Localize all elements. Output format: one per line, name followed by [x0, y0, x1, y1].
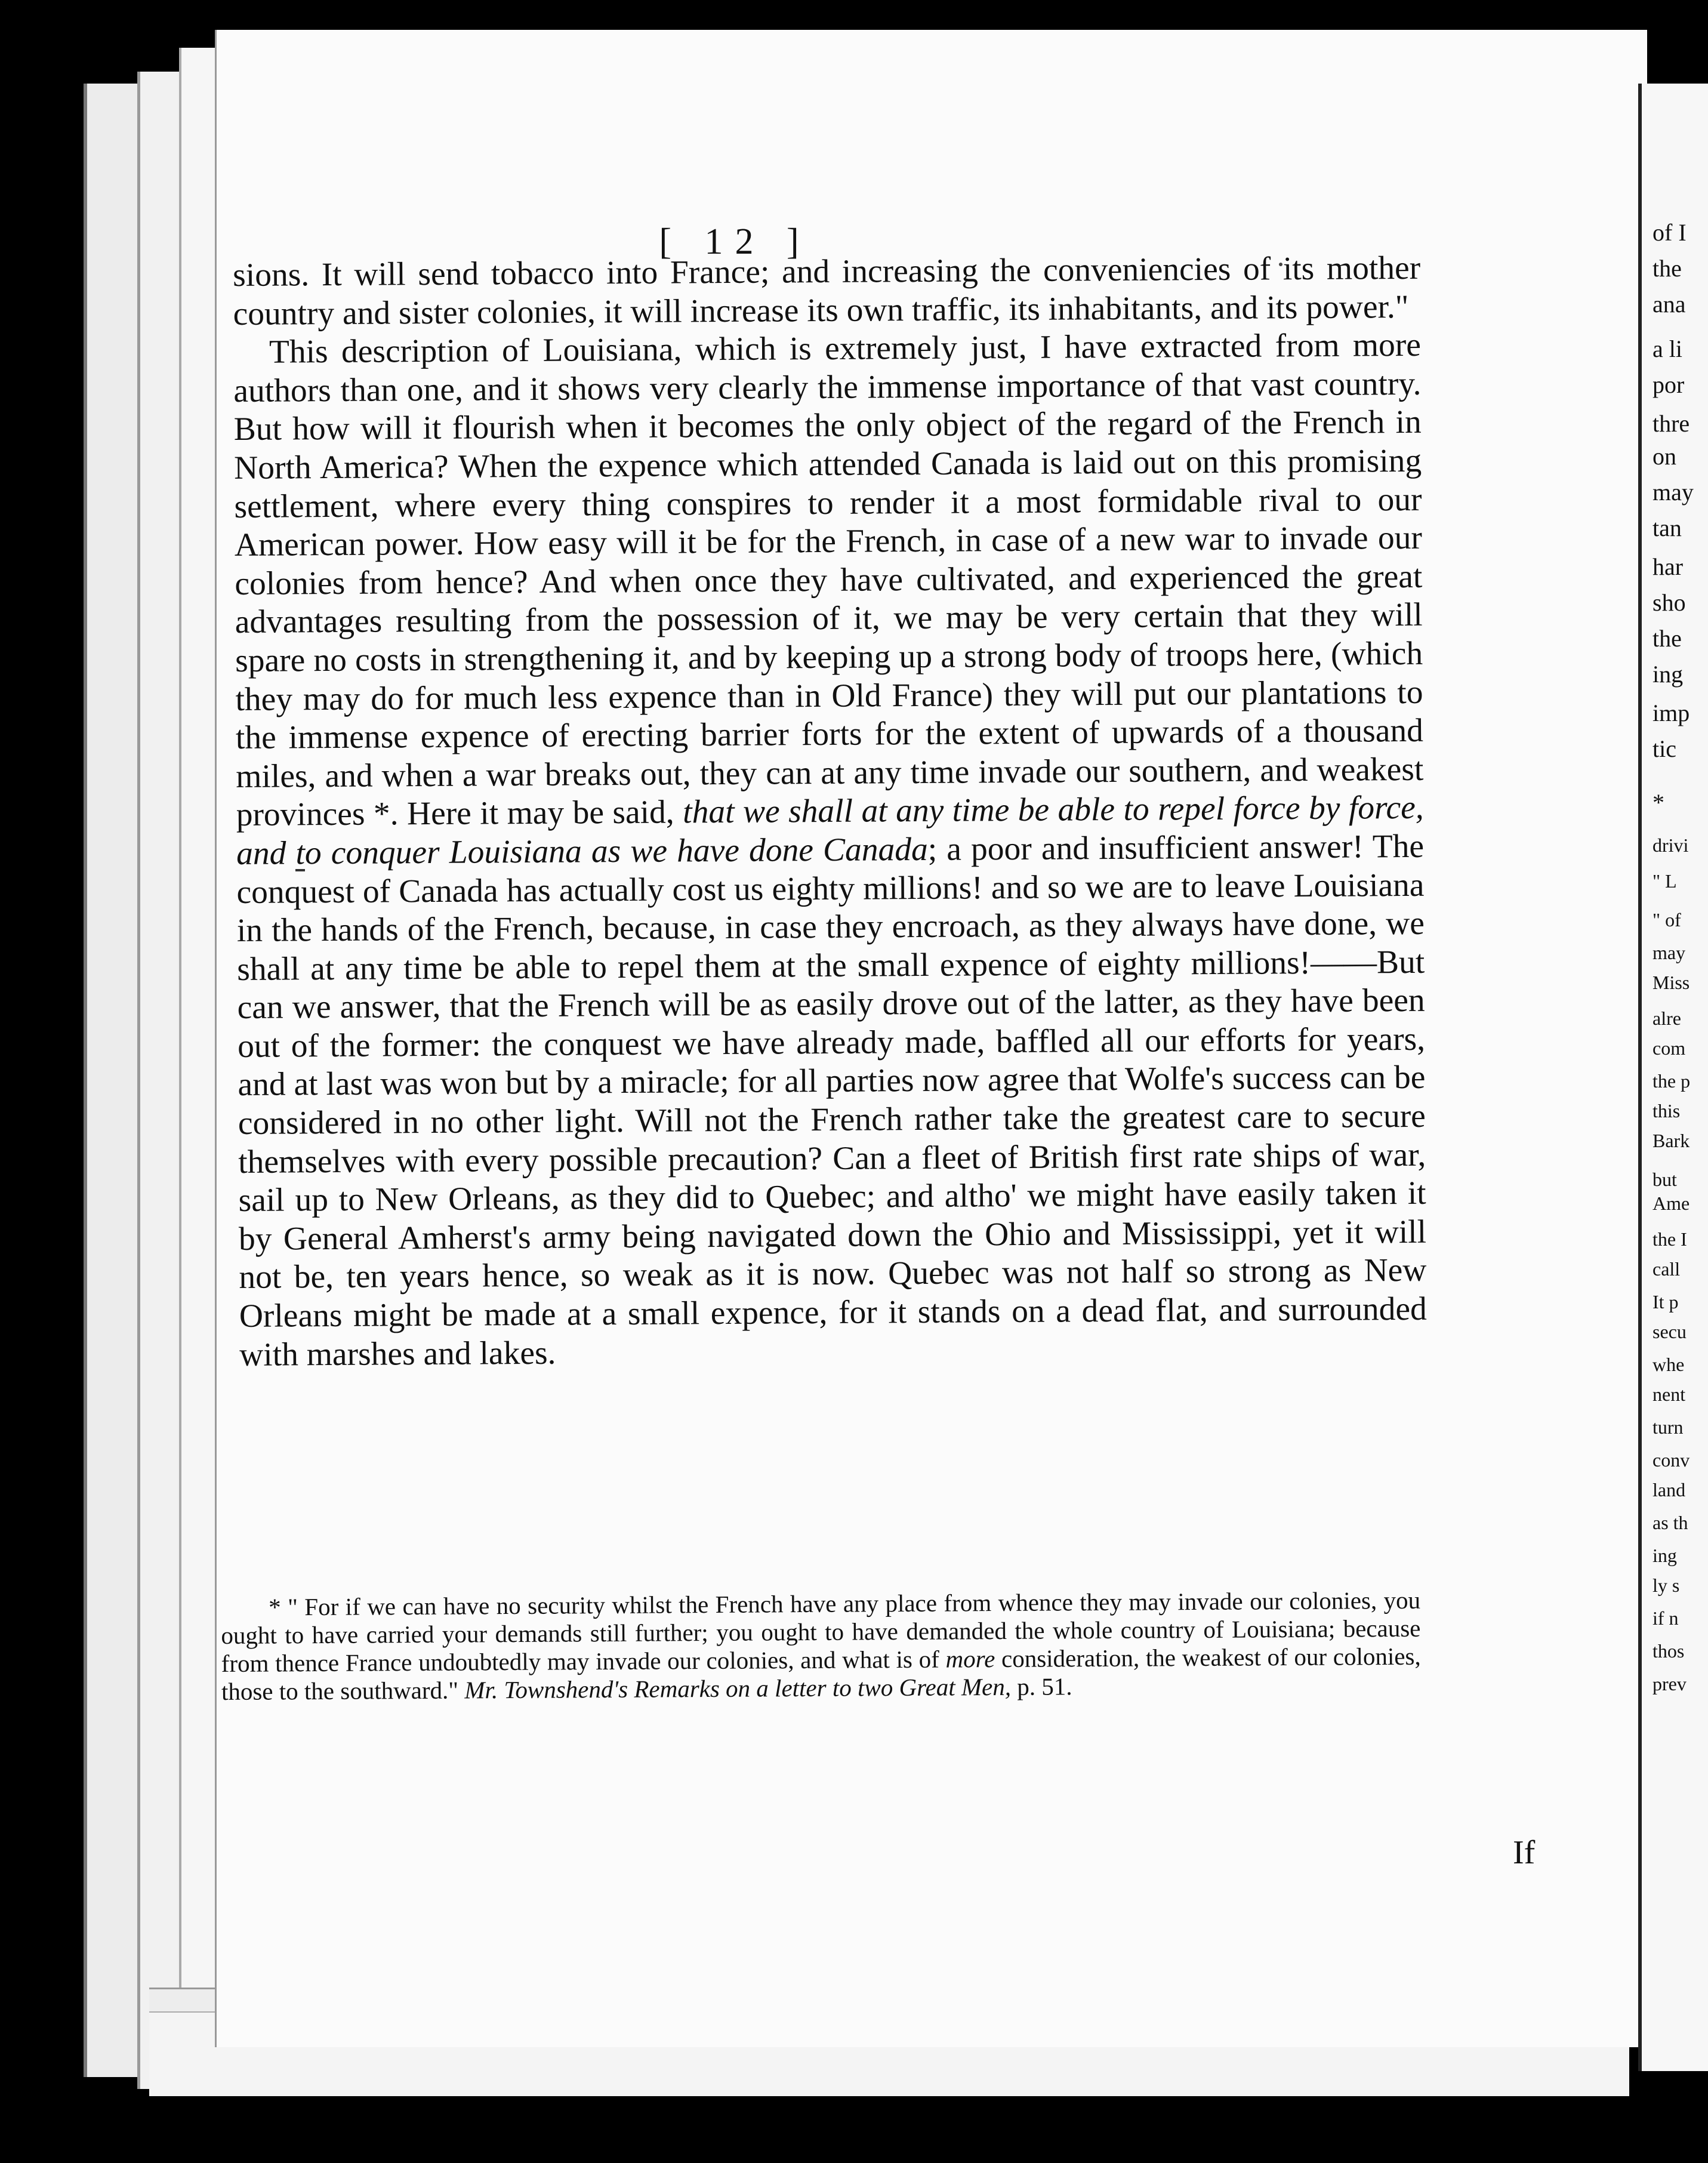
- paragraph-text: This description of Louisiana, which is extremely just, I have extracted from more authors than one, and it shows very clearly the immense importance of that vast country. But how will it flourish when it becomes the only object of the regard of the French in North America? When the expence which attended Canada is laid out on this promising settlement, where every thing conspires to render it a most formidable rival to our American power. How easy will it be for the French, in case of a new war to invade our colonies from hence? And when once they have cultivated, and experienced the great advantages resulting from the possession of it, we may be very certain that they will spare no costs in strengthening it, and by keeping up a strong body of troops here, (which they may do for much less expence than in Old France) they will put our plantations to the immense expence of erecting barrier forts for the extent of upwards of a thousand miles, and when a war breaks out, they can at any time invade our southern, and weakest provinces *. Here it may be said,: [233, 327, 1424, 834]
- next-page-fragment: *: [1652, 789, 1664, 816]
- next-page-fragment: this: [1652, 1100, 1681, 1121]
- next-page-fragment: " L: [1652, 870, 1677, 892]
- next-page-fragment: as th: [1652, 1512, 1688, 1533]
- paragraph-louisiana: [233, 326, 1428, 1375]
- next-page-fragment: but: [1652, 1169, 1677, 1190]
- next-page-fragment: It p: [1652, 1291, 1679, 1312]
- next-page-fragment: thre: [1652, 410, 1690, 437]
- italic-quotation: that we shall at any time be able to repel force by force, and to conquer Louisiana as we have done Canada: [236, 790, 1424, 872]
- next-page-fragment: prev: [1652, 1673, 1687, 1694]
- next-page-fragment: a li: [1652, 335, 1682, 362]
- next-page-fragment: ing: [1652, 1545, 1677, 1566]
- next-page-fragment: ly s: [1652, 1575, 1680, 1596]
- next-page-fragment: the I: [1652, 1228, 1687, 1250]
- next-page-fragment: whe: [1652, 1354, 1685, 1375]
- paragraph-continuation: sions. It will send tobacco into France; and increasing the conveniencies of its mother country and sister colonies, it will increase its own traffic, its inhabitants, and its power.": [233, 249, 1421, 332]
- next-page-fragment: Bark: [1652, 1130, 1690, 1151]
- next-page-fragment: the p: [1652, 1070, 1691, 1092]
- body-text: [233, 249, 1427, 1375]
- next-page-fragment: land: [1652, 1479, 1686, 1500]
- next-page-fragment: alre: [1652, 1007, 1681, 1029]
- next-page-fragment: tic: [1652, 735, 1676, 762]
- next-page-fragment: ing: [1652, 661, 1684, 688]
- footnote-citation-page: p. 51.: [1010, 1672, 1072, 1700]
- next-page-fragment: tan: [1652, 514, 1682, 541]
- next-page-fragment: the: [1652, 625, 1682, 652]
- next-page-fragment: if n: [1652, 1607, 1679, 1629]
- next-page-fragment: Ame: [1652, 1193, 1690, 1214]
- footnote-text: * " For if we can have no security whilst the French have any place from whence they may invade our colonies, you ought to have carried your demands still further; you ought to have demanded the whole country of Louisiana; because from thence France undoubtedly may invade our colonies, and what is of: [221, 1586, 1421, 1677]
- next-page-fragment: imp: [1652, 700, 1690, 726]
- next-page-fragment: may: [1652, 942, 1686, 963]
- next-page-fragment: on: [1652, 443, 1676, 470]
- next-page-fragment: sho: [1652, 589, 1686, 616]
- next-page-fragment: the: [1652, 255, 1682, 282]
- next-page-edge: [1638, 84, 1708, 2071]
- footnote: [221, 1586, 1421, 1706]
- next-page-fragment: nent: [1652, 1384, 1686, 1405]
- next-page-fragment: com: [1652, 1037, 1686, 1059]
- next-page-fragment: por: [1652, 371, 1685, 398]
- next-page-fragment: drivi: [1652, 834, 1689, 856]
- next-page-fragment: thos: [1652, 1640, 1685, 1662]
- footnote-text-end: consideration, the weakest of our colonies, those to the southward.": [221, 1642, 1421, 1705]
- catchword: If: [1513, 1834, 1536, 1871]
- next-page-fragment: " of: [1652, 909, 1681, 930]
- next-page-fragment: turn: [1652, 1416, 1684, 1438]
- next-page-fragment: Miss: [1652, 972, 1690, 993]
- next-page-fragment: call: [1652, 1258, 1681, 1280]
- page-number: [ 12 ]: [659, 221, 811, 262]
- paragraph-text-continued: ; a poor and insufficient answer! The conquest of Canada has actually cost us eighty millions! and so we are to leave Louisiana in the hands of the French, because, in case they encroach, as they always have done, we shall at any time be able to repel them at the small expence of eighty millions!——But can we answer, that the French will be as easily drove out of the latter, as they have been out of the former: the conquest we have already made, baffled all our efforts for years, and at last was won but by a miracle; for all parties now agree that Wolfe's success can be considered in no other light. Will not the French rather take the greatest care to secure themselves with every possible precaution? Can a fleet of British first rate ships of war, sail up to New Orleans, as they did to Quebec; and altho' we might have easily taken it by General Amherst's army being navigated down the Ohio and Mississippi, yet it will not be, ten years hence, so weak as it is now. Quebec was not half so strong as New Orleans might be made at a small expence, for it stands on a dead flat, and surrounded with marshes and lakes.: [236, 828, 1427, 1373]
- next-page-fragment: ana: [1652, 291, 1686, 318]
- next-page-fragment: may: [1652, 479, 1694, 506]
- next-page-fragment: conv: [1652, 1449, 1690, 1471]
- next-page-fragment: har: [1652, 553, 1684, 580]
- footnote-citation: Mr. Townshend's Remarks on a letter to two Great Men,: [464, 1672, 1012, 1704]
- footnote-italic-word: more: [945, 1645, 995, 1673]
- next-page-fragment: secu: [1652, 1321, 1687, 1342]
- next-page-fragment: of I: [1652, 219, 1687, 246]
